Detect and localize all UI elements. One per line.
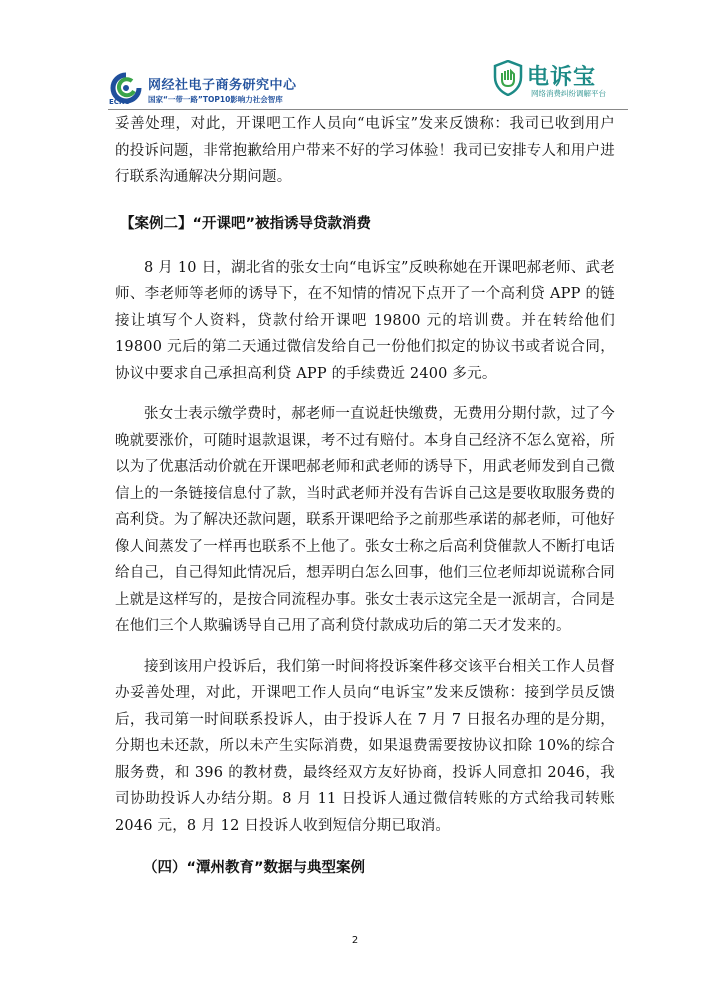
dianshubao-name: 电诉宝 xyxy=(527,65,597,90)
document-body xyxy=(115,111,615,881)
shield-icon xyxy=(493,60,523,96)
ecrc-logo xyxy=(108,72,348,108)
page-number: 2 xyxy=(351,935,359,946)
page-header xyxy=(0,0,710,110)
ecrc-abbreviation: ECRC xyxy=(109,98,130,106)
continued-paragraph: 妥善处理，对此，开课吧工作人员向“电诉宝”发来反馈称：我司已收到用户的投诉问题，非常抱歉给用户带来不好的学习体验！我司已安排专人和用户进行联系沟通解决分期问题。 xyxy=(115,116,615,185)
case-paragraph-2: 张女士表示缴学费时，郝老师一直说赶快缴费，无费用分期付款，过了今晚就要涨价，可随时退款退课，考不过有赔付。本身自己经济不怎么宽裕，所以为了优惠活动价就在开课吧郝老师和武老师的诱导下，用武老师发到自己微信上的一条链接信息付了款，当时武老师并没有告诉自己这是要收取服务费的高利贷。为了解决还款问题，联系开课吧给予之前那些承诺的郝老师，可他好像人间蒸发了一样再也联系不上他了。张女士称之后高利贷催款人不断打电话给自己，自己得知此情况后，想弄明白怎么回事，他们三位老师却说谎称合同上就是这样写的，是按合同流程办事。张女士表示这完全是一派胡言，合同是在他们三个人欺骗诱导自己用了高利贷付款成功后的第二天才发来的。 xyxy=(115,406,615,634)
case-heading: 【案例二】“开课吧”被指诱导贷款消费 xyxy=(120,215,372,232)
header-divider xyxy=(108,109,628,110)
case-paragraph-3: 接到该用户投诉后，我们第一时间将投诉案件移交该平台相关工作人员督办妥善处理，对此，开课吧工作人员向“电诉宝”发来反馈称：接到学员反馈后，我司第一时间联系投诉人，由于投诉人在 7 月 7 日报名办理的是分期，分期也未还款，所以未产生实际消费，如果退费需要按协议扣除 10%的综合服务费，和 396 的教材费，最终经双方友好协商，投诉人同意扣 2046，我司协助投诉人办结分期。8 月 11 日投诉人通过微信转账的方式给我司转账 2046 元，8 月 12 日投诉人收到短信分期已取消。 xyxy=(115,658,615,834)
ecrc-name: 网经社电子商务研究中心 xyxy=(148,78,297,93)
dianshubao-tagline: 网络消费纠纷调解平台 xyxy=(531,89,606,98)
case-paragraph-1: 8 月 10 日，湖北省的张女士向“电诉宝”反映称她在开课吧郝老师、武老师、李老师等老师的诱导下，在不知情的情况下点开了一个高利贷 APP 的链接让填写个人资料，贷款付给开课吧 19800 元的培训费。并在转给他们 19800 元后的第二天通过微信发给自己一份他们拟定的协议书或者说合同，协议中要求自己承担高利贷 APP 的手续费近 2400 多元。 xyxy=(115,259,615,382)
dianshubao-logo xyxy=(493,60,623,104)
ecrc-tagline: 国家“一带一路”TOP10影响力社会智库 xyxy=(148,95,283,104)
section-heading: （四）“潭州教育”数据与典型案例 xyxy=(143,860,366,876)
